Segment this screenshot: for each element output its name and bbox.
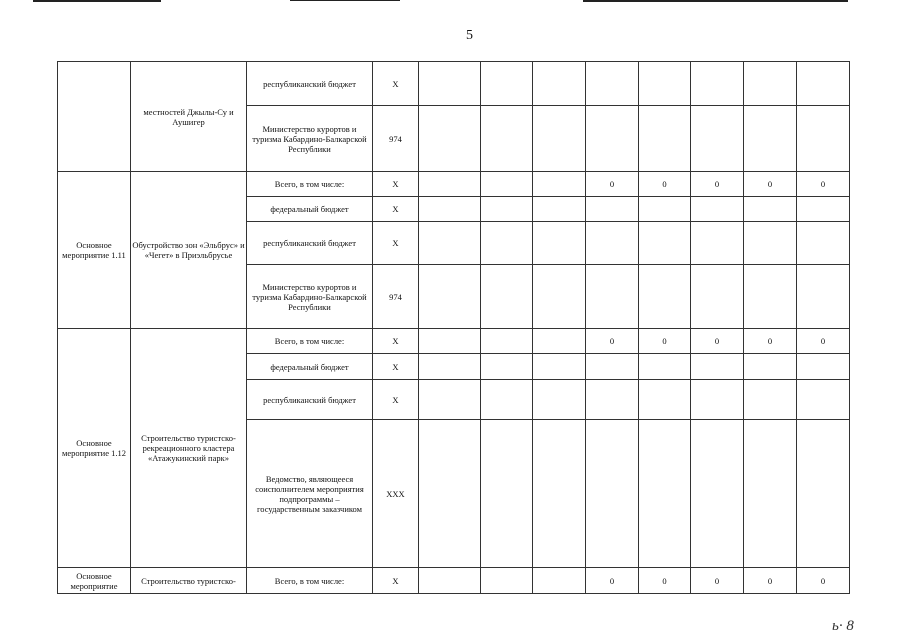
page-number: 5: [466, 28, 473, 43]
funding-source-cell: республиканский бюджет: [247, 222, 373, 265]
code-cell: 974: [373, 265, 419, 329]
funding-source-cell: федеральный бюджет: [247, 197, 373, 222]
value-cell: [533, 62, 586, 106]
value-cell: [533, 197, 586, 222]
value-cell: [639, 380, 691, 420]
value-cell: [481, 62, 533, 106]
value-cell: [419, 62, 481, 106]
value-cell: [797, 222, 850, 265]
funding-source-cell: республиканский бюджет: [247, 62, 373, 106]
code-cell: X: [373, 354, 419, 380]
value-cell: [691, 62, 744, 106]
value-cell: [691, 106, 744, 172]
event-cell: Основное мероприятие 1.11: [58, 172, 131, 329]
value-cell: [533, 329, 586, 354]
value-cell: [481, 354, 533, 380]
value-cell: [533, 172, 586, 197]
value-cell: 0: [639, 172, 691, 197]
header-rule-right: [583, 0, 848, 2]
header-rule-left: [33, 0, 161, 2]
handwritten-mark: ь· 8: [832, 618, 854, 634]
value-cell: [691, 222, 744, 265]
value-cell: [797, 265, 850, 329]
value-cell: 0: [744, 568, 797, 594]
value-cell: [533, 265, 586, 329]
value-cell: [481, 222, 533, 265]
value-cell: [481, 197, 533, 222]
value-cell: [586, 380, 639, 420]
value-cell: [586, 62, 639, 106]
value-cell: [639, 265, 691, 329]
value-cell: [691, 265, 744, 329]
value-cell: [639, 354, 691, 380]
event-name-cell: Строительство туристско-: [131, 568, 247, 594]
header-rule-mid: [290, 0, 400, 1]
code-cell: X: [373, 197, 419, 222]
value-cell: [744, 420, 797, 568]
value-cell: [481, 420, 533, 568]
value-cell: 0: [639, 568, 691, 594]
value-cell: [797, 197, 850, 222]
value-cell: [481, 172, 533, 197]
value-cell: [797, 354, 850, 380]
value-cell: [533, 568, 586, 594]
event-cell: Основное мероприятие 1.12: [58, 329, 131, 568]
value-cell: [639, 222, 691, 265]
funding-source-cell: Министерство курортов и туризма Кабардино-Балкарской Республики: [247, 106, 373, 172]
value-cell: [419, 380, 481, 420]
budget-table: [57, 61, 850, 594]
value-cell: [744, 62, 797, 106]
value-cell: 0: [691, 329, 744, 354]
value-cell: [586, 222, 639, 265]
value-cell: 0: [797, 329, 850, 354]
value-cell: [533, 420, 586, 568]
value-cell: [797, 420, 850, 568]
funding-source-cell: Всего, в том числе:: [247, 172, 373, 197]
value-cell: [481, 265, 533, 329]
value-cell: [586, 197, 639, 222]
funding-source-cell: Всего, в том числе:: [247, 329, 373, 354]
code-cell: 974: [373, 106, 419, 172]
value-cell: [533, 354, 586, 380]
value-cell: [533, 380, 586, 420]
value-cell: [419, 329, 481, 354]
value-cell: [481, 106, 533, 172]
value-cell: 0: [586, 568, 639, 594]
value-cell: 0: [744, 172, 797, 197]
value-cell: [744, 380, 797, 420]
value-cell: [744, 197, 797, 222]
value-cell: 0: [744, 329, 797, 354]
value-cell: 0: [586, 329, 639, 354]
table-row: [58, 568, 850, 594]
value-cell: 0: [691, 172, 744, 197]
value-cell: 0: [797, 568, 850, 594]
value-cell: [691, 354, 744, 380]
funding-source-cell: республиканский бюджет: [247, 380, 373, 420]
code-cell: X: [373, 380, 419, 420]
table-row: [58, 329, 850, 354]
value-cell: [744, 265, 797, 329]
value-cell: [744, 354, 797, 380]
funding-source-cell: Ведомство, являющееся соисполнителем мероприятия подпрограммы – государственным заказчиком: [247, 420, 373, 568]
value-cell: [691, 380, 744, 420]
code-cell: X: [373, 329, 419, 354]
table-row: [58, 172, 850, 197]
value-cell: [691, 420, 744, 568]
value-cell: [419, 172, 481, 197]
value-cell: [639, 106, 691, 172]
value-cell: [419, 354, 481, 380]
code-cell: X: [373, 222, 419, 265]
value-cell: [797, 380, 850, 420]
value-cell: [639, 62, 691, 106]
event-cell: Основное мероприятие: [58, 568, 131, 594]
value-cell: [586, 265, 639, 329]
value-cell: [481, 380, 533, 420]
value-cell: [419, 222, 481, 265]
value-cell: [481, 568, 533, 594]
value-cell: 0: [797, 172, 850, 197]
funding-source-cell: федеральный бюджет: [247, 354, 373, 380]
value-cell: [419, 420, 481, 568]
value-cell: [639, 197, 691, 222]
value-cell: [481, 329, 533, 354]
event-name-cell: Обустройство зон «Эльбрус» и «Чегет» в Приэльбрусье: [131, 172, 247, 329]
value-cell: [533, 222, 586, 265]
code-cell: X: [373, 172, 419, 197]
value-cell: [639, 420, 691, 568]
value-cell: [586, 420, 639, 568]
table-row: [58, 62, 850, 106]
value-cell: [586, 354, 639, 380]
value-cell: 0: [639, 329, 691, 354]
value-cell: [419, 197, 481, 222]
value-cell: [744, 222, 797, 265]
value-cell: [533, 106, 586, 172]
code-cell: X: [373, 568, 419, 594]
value-cell: [744, 106, 797, 172]
code-cell: XXX: [373, 420, 419, 568]
code-cell: X: [373, 62, 419, 106]
funding-source-cell: Министерство курортов и туризма Кабардино-Балкарской Республики: [247, 265, 373, 329]
value-cell: [691, 197, 744, 222]
value-cell: [419, 106, 481, 172]
value-cell: 0: [691, 568, 744, 594]
value-cell: [586, 106, 639, 172]
funding-source-cell: Всего, в том числе:: [247, 568, 373, 594]
value-cell: 0: [586, 172, 639, 197]
value-cell: [797, 106, 850, 172]
value-cell: [419, 265, 481, 329]
event-cell: [58, 62, 131, 172]
value-cell: [797, 62, 850, 106]
event-name-cell: местностей Джылы-Су и Аушигер: [131, 62, 247, 172]
event-name-cell: Строительство туристско-рекреационного кластера «Атажукинский парк»: [131, 329, 247, 568]
value-cell: [419, 568, 481, 594]
